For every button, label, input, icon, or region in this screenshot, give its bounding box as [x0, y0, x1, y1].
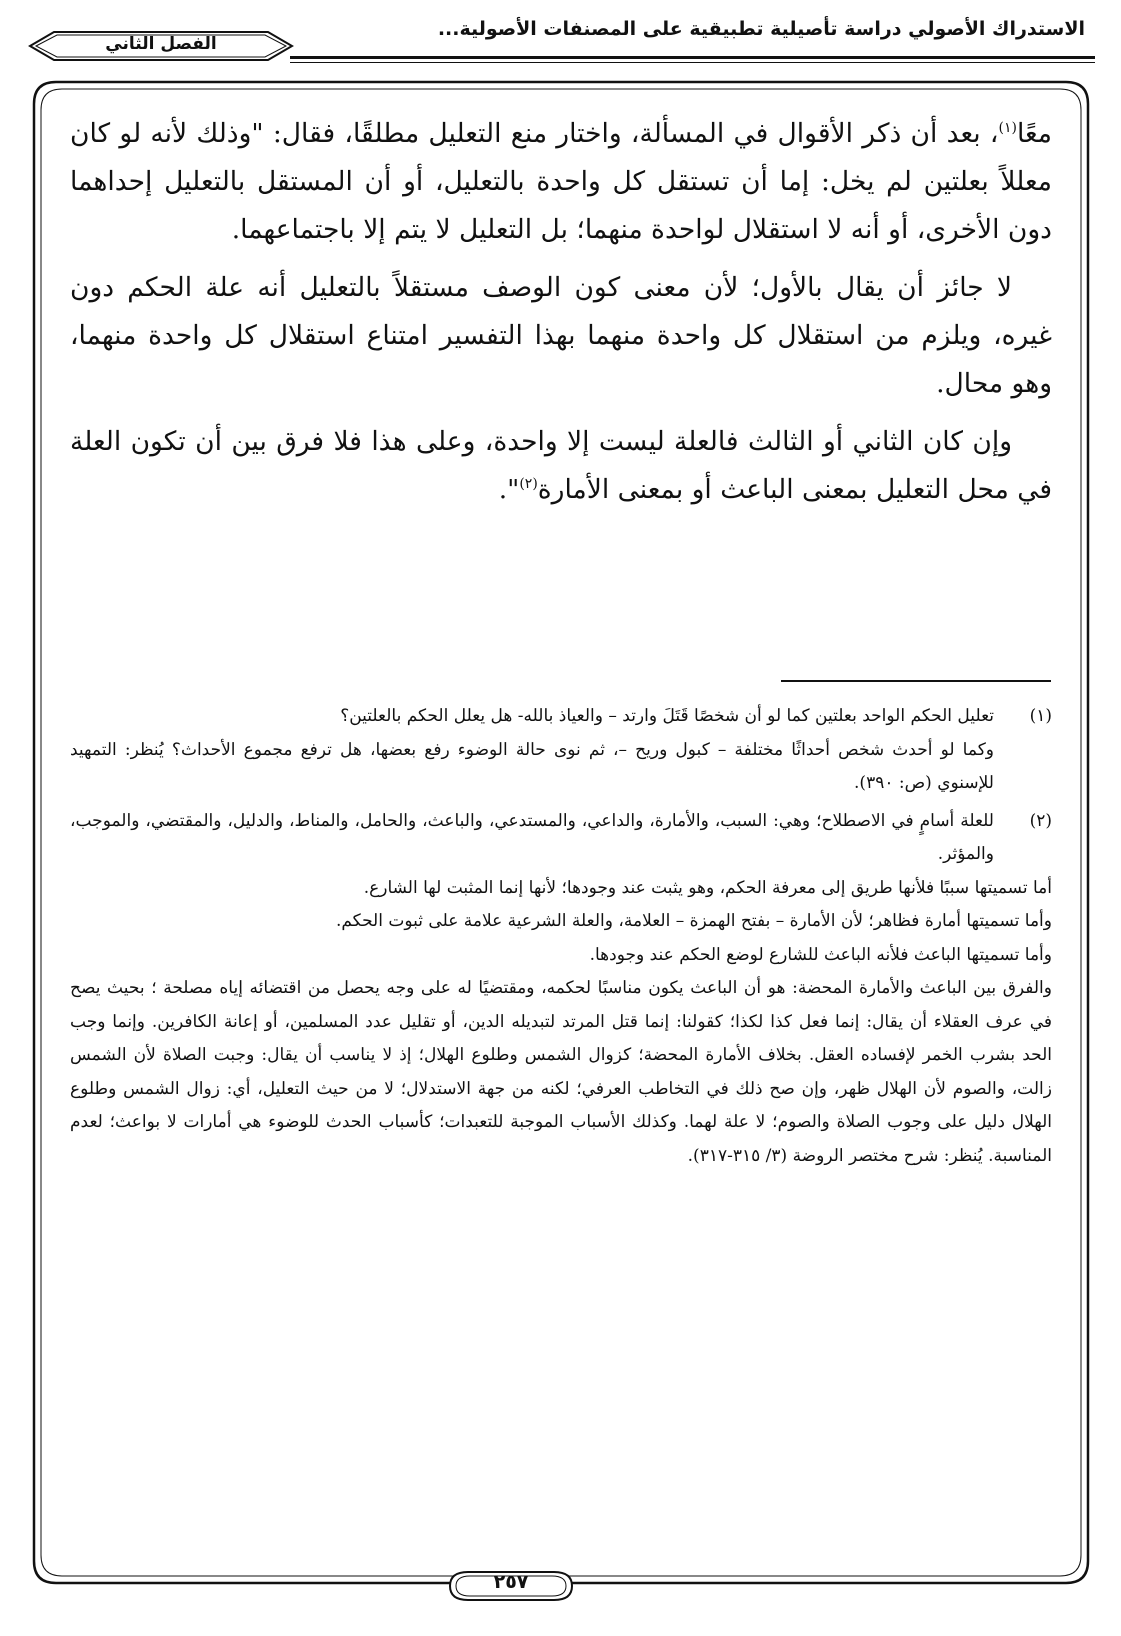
p2-text: لا جائز أن يقال بالأول؛ لأن معنى كون الوصف مستقلاً بالتعليل أنه علة الحكم دون غيره، ويلزم من استقلال كل واحدة منهما بهذا التفسير امتناع استقلال كل واحدة منهما، وهو محال. [70, 272, 1052, 399]
footnote-ref-2[interactable]: (٢) [519, 476, 538, 493]
footnote-2-number: (٢) [1029, 810, 1052, 831]
paragraph-1 [70, 110, 1052, 254]
page-number-badge [446, 1566, 576, 1606]
book-title: الاستدراك الأصولي دراسة تأصيلية تطبيقية على المصنفات الأصولية... [437, 18, 1085, 40]
footnote-2-difference: والفرق بين الباعث والأمارة المحضة: هو أن الباعث يكون مناسبًا لحكمه، ومقتضيًا له على وجه يحصل من اقتضائه إياه مصلحة ؛ بحيث يصح في عرف العقلاء أن يقال: إنما فعل كذا لكذا؛ كقولنا: إنما قتل المرتد لتبديله الدين، أو تقليل عدد المسلمين، أو إعانة الكافرين. وإنما وجب الحد بشرب الخمر لإفساده العقل. بخلاف الأمارة المحضة؛ كزوال الشمس وطلوع الهلال؛ إذ لا يناسب أن يقال: وجبت الصلاة لأن الشمس زالت، والصوم لأن الهلال ظهر، وإن صح ذلك في التخاطب العرفي؛ لكنه من جهة الاستدلال؛ لا من حيث التعليل، أي: زوال الشمس وطلوع الهلال دليل على وجوب الصلاة والصوم؛ لا علة لهما. وكذلك الأسباب الموجبة للتعبدات؛ كأسباب الحدث للوضوء هي أمارات لا بواعث؛ لعدم المناسبة. يُنظر: شرح مختصر الروضة (٣/ ٣١٥-٣١٧). [70, 978, 1052, 1166]
page-number: ٢٥٧ [493, 1571, 529, 1593]
chapter-badge [26, 28, 296, 64]
footnote-separator [781, 680, 1051, 682]
p1-rest: ، بعد أن ذكر الأقوال في المسألة، واختار منع التعليل مطلقًا، فقال: "وذلك لأنه لو كان معللاً بعلتين لم يخل: إما أن تستقل كل واحدة بالتعليل، أو أن المستقل بالتعليل إحداهما دون الأخرى، أو أنه لا استقلال لواحدة منهما؛ بل التعليل لا يتم إلا باجتماعهما. [70, 118, 1052, 245]
footnote-2-amara: وأما تسميتها أمارة فظاهر؛ لأن الأمارة – بفتح الهمزة – العلامة، والعلة الشرعية علامة على ثبوت الحكم. [335, 911, 1052, 931]
paragraph-3 [70, 418, 1052, 514]
footnote-1-line1: تعليل الحكم الواحد بعلتين كما لو أن شخصًا قَتَلَ وارتد – والعياذ بالله- هل يعلل الحكم بالعلتين؟ [340, 706, 994, 726]
footnote-2 [70, 805, 1052, 973]
p1-start: معًا [1016, 118, 1052, 149]
footnote-2-baith: وأما تسميتها الباعث فلأنه الباعث للشارع لوضع الحكم عند وجودها. [589, 944, 1052, 965]
header-divider-thin [290, 62, 1095, 63]
page-header [0, 0, 1121, 70]
footnote-1 [70, 700, 1052, 801]
paragraph-2 [70, 264, 1052, 408]
footnote-2-continued [70, 972, 1052, 1173]
chapter-label: الفصل الثاني [105, 34, 217, 54]
footnote-1-number: (١) [1029, 706, 1052, 726]
header-divider [290, 56, 1095, 59]
footnote-2-line1: للعلة أسامٍ في الاصطلاح؛ وهي: السبب، والأمارة، والداعي، والمستدعي، والباعث، والحامل، والمناط، والدليل، والمقتضي، والموجب، والمؤثر. [70, 810, 994, 864]
footnote-1-line2: وكما لو أحدث شخص أحداثًا مختلفة – كبول وريح –، ثم نوى حالة الوضوء رفع بعضها، هل ترفع مجموع الأحداث؟ يُنظر: التمهيد للإسنوي (ص: ٣٩٠). [70, 739, 994, 793]
p3-start: وإن كان الثاني أو الثالث فالعلة ليست إلا واحدة، وعلى هذا فلا فرق بين أن تكون العلة في محل التعليل بمعنى الباعث أو بمعنى الأمارة [70, 426, 1052, 505]
main-text [70, 110, 1052, 524]
p3-end: ". [498, 474, 520, 505]
footnote-2-sabab: أما تسميتها سببًا فلأنها طريق إلى معرفة الحكم، وهو يثبت عند وجودها؛ لأنها إنما المثبت لها الشارع. [363, 877, 1052, 898]
footnote-ref-1[interactable]: (١) [998, 120, 1017, 137]
footnotes [70, 700, 1052, 1173]
